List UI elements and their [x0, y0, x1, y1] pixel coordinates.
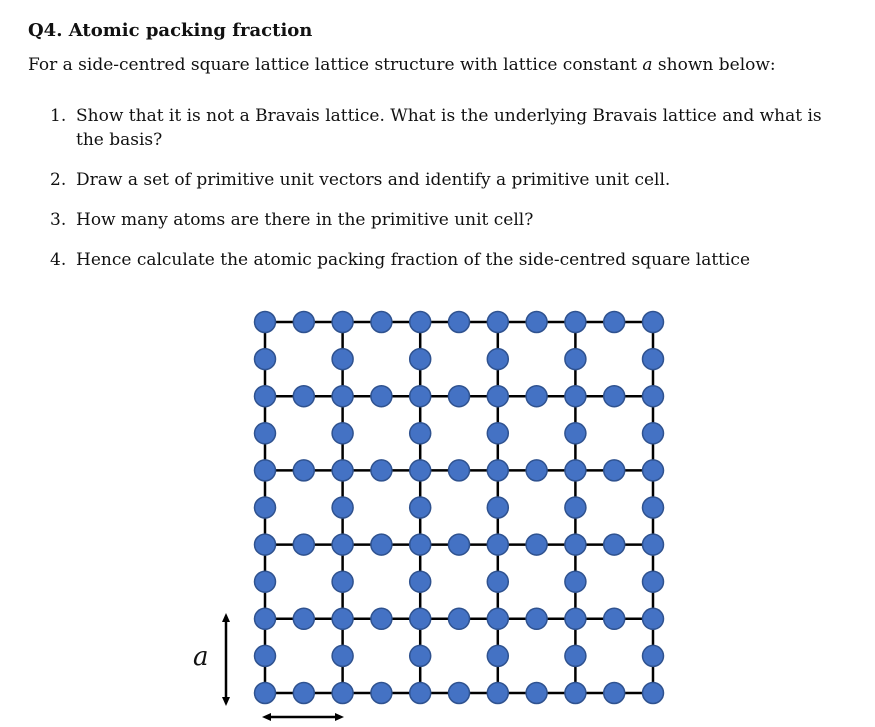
side-centre-atom [255, 645, 276, 666]
corner-atom [565, 683, 586, 704]
side-centre-atom [293, 683, 314, 704]
side-centre-atom [526, 460, 547, 481]
side-centre-atom [332, 349, 353, 370]
question-list [50, 104, 840, 288]
corner-atom [487, 386, 508, 407]
lattice-lines [265, 322, 653, 693]
side-centre-atom [449, 386, 470, 407]
question-text: Draw a set of primitive unit vectors and identify a primitive unit cell. [76, 170, 671, 190]
side-centre-atom [487, 571, 508, 592]
question-text: How many atoms are there in the primitive unit cell? [76, 210, 534, 230]
question-item-3 [50, 208, 840, 232]
corner-atom [565, 460, 586, 481]
side-centre-atom [565, 571, 586, 592]
side-centre-atom [255, 423, 276, 444]
corner-atom [332, 386, 353, 407]
corner-atom [643, 683, 664, 704]
corner-atom [332, 534, 353, 555]
corner-atom [565, 312, 586, 333]
side-centre-atom [332, 571, 353, 592]
side-centre-atom [565, 645, 586, 666]
corner-atom [255, 683, 276, 704]
corner-atom [332, 312, 353, 333]
corner-atom [255, 312, 276, 333]
side-centre-atom [487, 349, 508, 370]
corner-atom [410, 683, 431, 704]
lattice-constant-label: a [193, 642, 209, 672]
side-centre-atom [643, 645, 664, 666]
side-centre-atom [565, 349, 586, 370]
side-centre-atom [293, 386, 314, 407]
corner-atom [487, 460, 508, 481]
side-centre-atom [371, 534, 392, 555]
side-centre-atom [487, 645, 508, 666]
corner-atom [255, 460, 276, 481]
side-centre-atom [332, 423, 353, 444]
side-centre-atom [449, 683, 470, 704]
side-centre-atom [449, 534, 470, 555]
side-centre-atom [293, 460, 314, 481]
corner-atom [410, 608, 431, 629]
question-intro [28, 55, 776, 75]
corner-atom [487, 608, 508, 629]
corner-atom [487, 312, 508, 333]
corner-atom [565, 386, 586, 407]
side-centre-atom [604, 683, 625, 704]
side-centre-atom [410, 645, 431, 666]
corner-atom [565, 534, 586, 555]
corner-atom [410, 312, 431, 333]
side-centre-atom [604, 534, 625, 555]
lattice-constant-symbol: a [642, 55, 653, 75]
side-centre-atom [526, 534, 547, 555]
side-centre-atom [371, 608, 392, 629]
corner-atom [487, 683, 508, 704]
side-centre-atom [255, 349, 276, 370]
corner-atom [643, 460, 664, 481]
side-centre-atom [565, 423, 586, 444]
side-centre-atom [643, 497, 664, 518]
lattice-atoms [255, 312, 664, 704]
side-centre-atom [332, 645, 353, 666]
side-centre-atom [371, 683, 392, 704]
corner-atom [255, 608, 276, 629]
corner-atom [643, 386, 664, 407]
question-number: 3. [50, 210, 67, 230]
intro-text-after: shown below: [652, 55, 776, 75]
side-centre-atom [371, 312, 392, 333]
corner-atom [410, 460, 431, 481]
side-centre-atom [487, 497, 508, 518]
side-centre-atom [410, 497, 431, 518]
side-centre-atom [293, 312, 314, 333]
question-item-1 [50, 104, 840, 152]
side-centre-atom [604, 608, 625, 629]
corner-atom [332, 460, 353, 481]
question-number: 1. [50, 106, 67, 126]
corner-atom [565, 608, 586, 629]
side-centre-atom [410, 349, 431, 370]
side-centre-atom [526, 608, 547, 629]
corner-atom [255, 386, 276, 407]
side-centre-atom [565, 497, 586, 518]
side-centre-atom [604, 460, 625, 481]
side-centre-atom [293, 608, 314, 629]
side-centre-atom [449, 460, 470, 481]
question-number: 2. [50, 170, 67, 190]
side-centre-atom [255, 497, 276, 518]
side-centre-atom [526, 683, 547, 704]
side-centre-atom [604, 312, 625, 333]
side-centre-atom [643, 349, 664, 370]
corner-atom [410, 386, 431, 407]
side-centre-atom [604, 386, 625, 407]
side-centre-atom [410, 423, 431, 444]
question-item-4 [50, 248, 840, 272]
corner-atom [332, 683, 353, 704]
question-item-2 [50, 168, 840, 192]
intro-text-before: For a side-centred square lattice lattice structure with lattice constant [28, 55, 643, 75]
side-centre-atom [526, 312, 547, 333]
question-number: 4. [50, 250, 67, 270]
corner-atom [643, 534, 664, 555]
side-centre-atom [293, 534, 314, 555]
side-centre-atom [487, 423, 508, 444]
side-centre-atom [449, 608, 470, 629]
corner-atom [255, 534, 276, 555]
corner-atom [332, 608, 353, 629]
question-title: Q4. Atomic packing fraction [28, 20, 313, 41]
corner-atom [643, 608, 664, 629]
side-centre-atom [449, 312, 470, 333]
side-centre-atom [371, 460, 392, 481]
question-text: Hence calculate the atomic packing fraction of the side-centred square lattice [76, 250, 751, 270]
corner-atom [643, 312, 664, 333]
question-text: Show that it is not a Bravais lattice. What is the underlying Bravais lattice and what is the basis? [76, 106, 822, 150]
side-centre-atom [332, 497, 353, 518]
side-centre-atom [255, 571, 276, 592]
corner-atom [487, 534, 508, 555]
side-centre-atom [643, 423, 664, 444]
side-centre-atom [371, 386, 392, 407]
corner-atom [410, 534, 431, 555]
side-centre-atom [410, 571, 431, 592]
side-centre-atom [526, 386, 547, 407]
side-centre-atom [643, 571, 664, 592]
